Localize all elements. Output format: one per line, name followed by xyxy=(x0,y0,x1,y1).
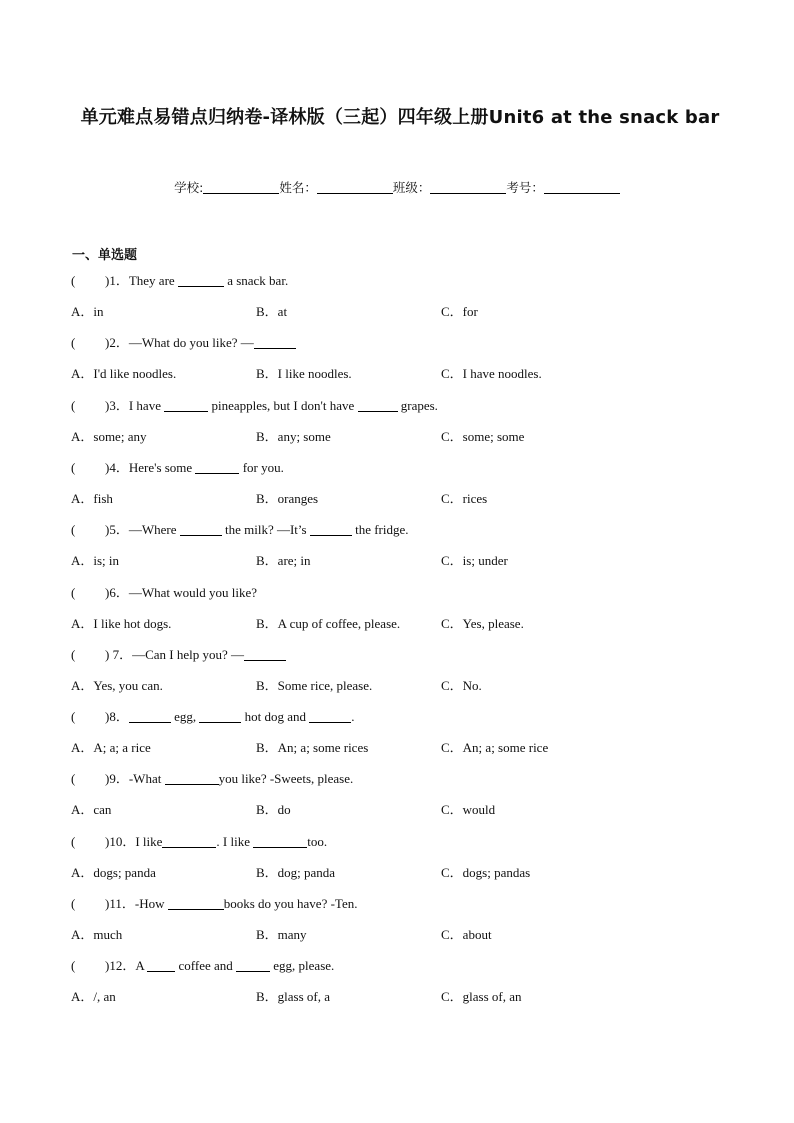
option-b[interactable]: B．A cup of coffee, please. xyxy=(256,615,401,631)
question-text: books do you have? -Ten. xyxy=(223,896,358,911)
option-b[interactable]: B．glass of, a xyxy=(256,989,331,1005)
question-number: )4． xyxy=(105,459,129,475)
question-number: )3． xyxy=(105,397,129,413)
fill-blank[interactable] xyxy=(253,835,307,848)
fill-blank[interactable] xyxy=(310,523,352,536)
option-a[interactable]: A．much xyxy=(71,927,123,942)
question-text: the milk? —It’s xyxy=(221,522,310,538)
question-stem xyxy=(71,893,357,912)
question-text: coffee and xyxy=(175,958,237,974)
question-number: )1． xyxy=(105,273,129,288)
fill-blank[interactable] xyxy=(195,461,239,474)
question-text: —Where xyxy=(128,522,180,538)
question-text: -How xyxy=(134,896,168,911)
question-text: . xyxy=(351,709,355,725)
question-text: pineapples, but I don't have xyxy=(208,397,358,413)
fill-blank[interactable] xyxy=(309,710,351,723)
fill-blank[interactable] xyxy=(168,897,224,910)
school-blank[interactable] xyxy=(203,181,279,194)
option-b[interactable]: B．at xyxy=(256,304,288,319)
question-number: )6． xyxy=(105,584,129,600)
question-number: )9． xyxy=(105,771,129,787)
question-stem xyxy=(71,270,288,289)
question-stem xyxy=(71,519,409,538)
answer-bracket[interactable]: ( xyxy=(71,709,76,725)
answer-bracket[interactable]: ( xyxy=(71,896,76,911)
fill-blank[interactable] xyxy=(178,274,224,287)
answer-bracket[interactable]: ( xyxy=(71,335,76,351)
question-stem xyxy=(71,644,286,663)
question-stem xyxy=(71,831,327,850)
question-stem xyxy=(71,457,284,476)
question-text: for you. xyxy=(239,459,284,475)
question-stem xyxy=(71,768,353,787)
question-text: grapes. xyxy=(397,397,438,413)
option-c[interactable]: C．would xyxy=(441,802,496,818)
fill-blank[interactable] xyxy=(180,523,222,536)
fill-blank[interactable] xyxy=(162,835,216,848)
fill-blank[interactable] xyxy=(236,959,270,972)
fill-blank[interactable] xyxy=(199,710,241,723)
question-stem xyxy=(71,955,334,974)
page-title: 单元难点易错点归纳卷-译林版（三起）四年级上册Unit6 at the snack bar xyxy=(80,107,720,128)
question-stem xyxy=(71,395,438,414)
question-stem xyxy=(71,332,296,351)
question-number: ) 7． xyxy=(105,646,133,662)
question-text: A xyxy=(135,958,148,974)
name-blank[interactable] xyxy=(317,181,393,194)
question-text: egg, xyxy=(170,709,200,725)
question-number: )12． xyxy=(105,958,136,974)
question-text: I have xyxy=(128,397,165,413)
option-c[interactable]: C．Yes, please. xyxy=(441,615,524,631)
question-number: )8． xyxy=(105,709,129,725)
question-text: Here's some xyxy=(128,459,196,475)
question-text: . I like xyxy=(216,833,254,849)
option-c[interactable]: C．An; a; some rice xyxy=(441,740,549,756)
option-a[interactable]: A．fish xyxy=(71,490,113,506)
question-text: —What would you like? xyxy=(128,584,258,600)
question-text: They are xyxy=(128,273,178,288)
option-a[interactable]: A．Yes, you can. xyxy=(71,677,163,693)
option-a[interactable]: A．A; a; a rice xyxy=(71,740,151,756)
question-text: you like? -Sweets, please. xyxy=(218,771,354,787)
option-b[interactable]: B．dog; panda xyxy=(256,864,336,880)
fill-blank[interactable] xyxy=(244,648,286,661)
answer-bracket[interactable]: ( xyxy=(71,958,76,974)
question-text: a snack bar. xyxy=(223,273,289,288)
answer-bracket[interactable]: ( xyxy=(71,273,76,288)
option-a[interactable]: A．some; any xyxy=(71,428,147,444)
fill-blank[interactable] xyxy=(147,959,175,972)
section-heading: 一、单选题 xyxy=(72,248,138,263)
answer-bracket[interactable]: ( xyxy=(71,584,76,600)
option-a[interactable]: A．I like hot dogs. xyxy=(71,615,172,631)
fill-blank[interactable] xyxy=(129,710,171,723)
question-text: —Can I help you? — xyxy=(132,646,245,662)
option-c[interactable]: C．rices xyxy=(441,490,488,506)
option-a[interactable]: A．I'd like noodles. xyxy=(71,366,177,382)
question-text: -What xyxy=(128,771,165,787)
question-number: )2． xyxy=(105,335,129,351)
number-label: 考号： xyxy=(506,180,544,195)
question-text: too. xyxy=(307,833,328,849)
class-label: 班级： xyxy=(392,180,431,195)
answer-bracket[interactable]: ( xyxy=(71,771,76,787)
student-info-line xyxy=(0,178,794,196)
option-c[interactable]: C．is; under xyxy=(441,553,508,569)
question-number: )5． xyxy=(105,522,129,538)
school-label: 学校: xyxy=(174,180,204,195)
question-stem xyxy=(71,582,257,601)
option-c[interactable]: C．about xyxy=(441,927,492,942)
answer-bracket[interactable]: ( xyxy=(71,833,76,849)
option-c[interactable]: C．No. xyxy=(441,677,482,693)
question-text: I like xyxy=(135,833,163,849)
question-text: the fridge. xyxy=(351,522,409,538)
option-c[interactable]: C．some; some xyxy=(441,428,525,444)
question-number: )10． xyxy=(105,833,136,849)
fill-blank[interactable] xyxy=(254,336,296,349)
fill-blank[interactable] xyxy=(165,772,219,785)
option-b[interactable]: B．oranges xyxy=(256,490,319,506)
option-a[interactable]: A．/, an xyxy=(71,989,116,1005)
option-a[interactable]: A．in xyxy=(71,304,104,319)
question-stem xyxy=(71,706,355,725)
option-c[interactable]: C．glass of, an xyxy=(441,989,522,1005)
fill-blank[interactable] xyxy=(164,399,208,412)
answer-bracket[interactable]: ( xyxy=(71,522,76,538)
number-blank[interactable] xyxy=(544,181,620,194)
option-c[interactable]: C．dogs; pandas xyxy=(441,864,531,880)
question-text: hot dog and xyxy=(241,709,310,725)
option-b[interactable]: B．I like noodles. xyxy=(256,366,352,382)
fill-blank[interactable] xyxy=(358,399,398,412)
answer-bracket[interactable]: ( xyxy=(71,646,76,662)
option-a[interactable]: A．can xyxy=(71,802,112,818)
question-number: )11． xyxy=(105,896,135,911)
option-b[interactable]: B．do xyxy=(256,802,291,818)
option-a[interactable]: A．dogs; panda xyxy=(71,864,156,880)
answer-bracket[interactable]: ( xyxy=(71,459,76,475)
question-text: egg, please. xyxy=(270,958,335,974)
question-text: —What do you like? — xyxy=(128,335,254,351)
class-blank[interactable] xyxy=(430,181,506,194)
option-b[interactable]: B．many xyxy=(256,927,307,942)
name-label: 姓名： xyxy=(279,180,317,195)
option-b[interactable]: B．any; some xyxy=(256,428,331,444)
option-b[interactable]: B．An; a; some rices xyxy=(256,740,369,756)
answer-bracket[interactable]: ( xyxy=(71,397,76,413)
option-c[interactable]: C．I have noodles. xyxy=(441,366,542,382)
option-b[interactable]: B．are; in xyxy=(256,553,311,569)
option-c[interactable]: C．for xyxy=(441,304,478,319)
option-a[interactable]: A．is; in xyxy=(71,553,120,569)
option-b[interactable]: B．Some rice, please. xyxy=(256,677,373,693)
